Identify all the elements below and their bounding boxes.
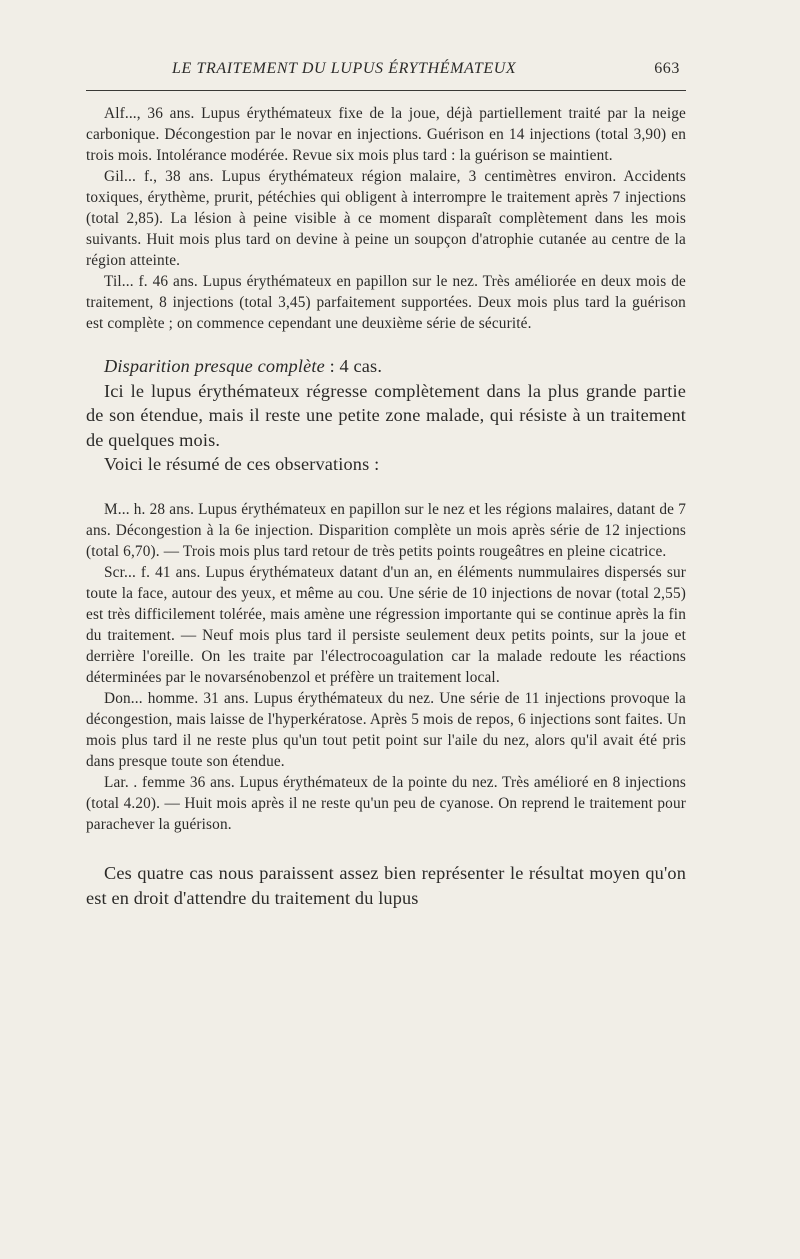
case-list-complete-cure — [86, 103, 686, 334]
running-header — [86, 60, 686, 91]
case-paragraph: Gil... f., 38 ans. Lupus érythémateux région malaire, 3 centimètres environ. Accidents toxiques, érythème, prurit, pétéchies qui obligent à interrompre le traitement après 7 injections (total 2,85). La lésion à peine visible à ce moment disparaît complètement dans les mois suivants. Huit mois plus tard on devine à peine un soupçon d'atrophie cutanée au centre de la région atteinte. — [86, 168, 686, 269]
conclusion-paragraph: Ces quatre cas nous paraissent assez bien représenter le résultat moyen qu'on est en droit d'attendre du traitement du lupus — [86, 862, 686, 908]
case-paragraph: M... h. 28 ans. Lupus érythémateux en papillon sur le nez et les régions malaires, datant de 7 ans. Décongestion à la 6e injection. Disparition complète un mois après série de 12 injections (total 6,70). — Trois mois plus tard retour de très petits points rougeâtres en pleine cicatrice. — [86, 500, 686, 560]
book-page — [86, 60, 686, 910]
case-paragraph: Lar. . femme 36 ans. Lupus érythémateux de la pointe du nez. Très amélioré en 8 injections (total 4.20). — Huit mois après il ne reste qu'un peu de cyanose. On reprend le traitement pour parachever la guérison. — [86, 773, 686, 833]
case-paragraph: Alf..., 36 ans. Lupus érythémateux fixe de la joue, déjà partiellement traité par la neige carbonique. Décongestion par le novar en injections. Guérison en 14 injections (total 3,90) en trois mois. Intolérance modérée. Revue six mois plus tard : la guérison se maintient. — [86, 105, 686, 164]
case-paragraph: Scr... f. 41 ans. Lupus érythémateux datant d'un an, en éléments nummulaires dispersés sur toute la face, autour des yeux, et même au cou. Une série de 10 injections de novar (total 2,55) est très difficilement tolérée, mais amène une régression importante qui se continue après la fin du traitement. — Neuf mois plus tard il persiste seulement deux petits points, sur la joue et derrière l'oreille. On les traite par l'électrocoagulation car la malade redoute les réactions déterminées par le novarsénobenzol et préfère un traitement local. — [86, 563, 686, 686]
case-paragraph: Don... homme. 31 ans. Lupus érythémateux du nez. Une série de 11 injections provoque la décongestion, mais laisse de l'hyperkératose. Après 5 mois de repos, 6 injections sont faites. Un mois plus tard il ne reste plus qu'un tout petit point sur l'aile du nez, alors qu'il avait été pris dans presque toute son étendue. — [86, 689, 686, 770]
summary-line: Voici le résumé de ces observations : — [104, 454, 380, 475]
section-intro: Ici le lupus érythémateux régresse complètement dans la plus grande partie de son étendue, mais il reste une petite zone malade, qui résiste à un traitement de quelques mois. — [86, 380, 686, 450]
running-title: LE TRAITEMENT DU LUPUS ÉRYTHÉMATEUX — [172, 60, 517, 77]
case-paragraph: Til... f. 46 ans. Lupus érythémateux en papillon sur le nez. Très améliorée en deux mois de traitement, 8 injections (total 3,45) parfaitement supportées. Deux mois plus tard la guérison est complète ; on commence cependant une deuxième série de sécurité. — [86, 273, 686, 332]
section-heading-count: : 4 cas. — [324, 356, 383, 376]
section-heading-italic: Disparition presque complète — [104, 356, 325, 376]
case-list-partial-cure — [86, 499, 686, 835]
page-number: 663 — [654, 60, 680, 77]
section-heading — [86, 354, 686, 379]
